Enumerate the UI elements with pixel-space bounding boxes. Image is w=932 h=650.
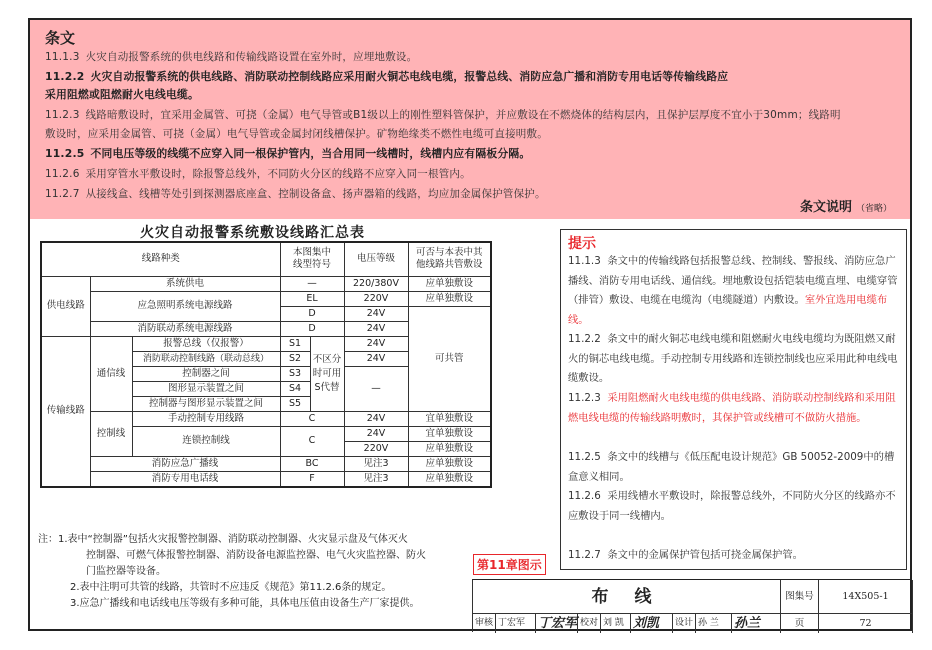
group-control: 控制线 [90,411,132,456]
hint-11-2-3: 11.2.3 采用阻燃耐火电线电缆的供电线路、消防联动控制线路和采用阻燃电线电缆的传输线路明敷时，其保护管或线槽可不做防火措施。 [568,392,896,424]
table-notes: 注：1.表中“控制器”包括火灾报警控制器、消防联动控制器、火灾显示盘及气体灭火 控制器、可燃气体报警控制器、消防设备电源监控器、电气火灾监控器、防火 门监控器等设备。 2.表中注明可共管的线路，共管时不应违反《规范》第11.2.6条的规定。 3.应急广播线和电话线电压等级有多种可能，具体电压值由设备生产厂家提供。 [38,534,426,609]
shared-can-share: 可共管 [408,306,491,411]
review-signature: 丁宏军 [538,616,578,631]
clauses-heading: 条文 [45,29,76,47]
check-name: 刘 凯 [601,614,631,633]
hint-title: 提示 [568,236,596,252]
header-voltage: 电压等级 [344,242,408,276]
title-block [472,579,912,632]
header-type: 线路种类 [41,242,280,276]
table-row: 消防联动系统电源线路 D 24V [41,321,491,336]
hint-box [560,229,907,570]
table-row: 应急照明系统电源线路 EL 220V 应单独敷设 [41,291,491,306]
table-row: 控制线 手动控制专用线路 C 24V 宜单独敷设 [41,411,491,426]
clause-11-2-5: 11.2.5 不同电压等级的线缆不应穿入同一根保护管内，当合用同一线槽时，线槽内应有隔板分隔。 [45,147,531,160]
table-row: 控制器与图形显示装置之间 S5 [41,396,491,411]
hint-11-1-3: 11.1.3 条文中的传输线路包括报警总线、控制线、警报线、消防应急广播线、消防专用电话线、通信线。埋地敷设包括铠装电缆直埋、电缆穿管（排管）敷设、电缆在电缆沟（电缆隧道）内敷设。室外宜选用电缆布线。 [568,255,898,326]
table-row: 图形显示装置之间 S4 [41,381,491,396]
page-label: 页 [781,614,819,633]
table-row: 传输线路 通信线 报警总线（仅报警） S1 不区分 时可用 S代替 24V [41,336,491,351]
group-transmission: 传输线路 [41,336,90,487]
table-header-row [41,242,491,276]
clause-explanation-link[interactable]: 条文说明 （省略） [799,200,892,215]
design-name: 孙 兰 [696,614,732,633]
group-power: 供电线路 [41,276,90,336]
check-signature: 刘凯 [631,614,673,633]
atlas-label: 图集号 [781,580,819,614]
table-row: 控制器之间 S3 — [41,366,491,381]
table-row: 供电线路 系统供电 — 220/380V 应单独敷设 [41,276,491,291]
drawing-frame [28,18,912,631]
hint-11-2-6: 11.2.6 采用线槽水平敷设时，除报警总线外，不同防火分区的线路亦不应敷设于同一线槽内。 [568,490,896,522]
drawing-title: 布 线 [473,580,781,614]
check-label: 校对 [578,614,601,633]
table-row: 消防联动控制线路（联动总线） S2 24V [41,351,491,366]
table-row: 连锁控制线 C 24V 宜单独敷设 [41,426,491,441]
header-shared: 可否与本表中其 他线路共管敷设 [408,242,491,276]
clauses-panel [30,20,910,219]
design-label: 设计 [673,614,696,633]
s-substitute-note: 不区分 时可用 S代替 [310,336,344,411]
table-row: D 24V 可共管 [41,306,491,321]
design-signature: 孙兰 [734,616,761,631]
clause-11-2-2-cont: 采用阻燃或阻燃耐火电线电缆。 [45,88,199,101]
clause-11-2-3: 11.2.3 线路暗敷设时，宜采用金属管、可挠（金属）电气导管或B1级以上的刚性塑料管保护，并应敷设在不燃烧体的结构层内，且保护层厚度不宜小于30mm；线路明 [45,109,841,121]
review-label: 审核 [473,614,496,633]
hint-11-2-5: 11.2.5 条文中的线槽与《低压配电设计规范》GB 50052-2009中的槽盒意义相同。 [568,451,895,483]
chapter-badge[interactable]: 第11章图示 [473,554,546,575]
table-row: 消防专用电话线 F 见注3 应单独敷设 [41,471,491,487]
clause-11-2-6: 11.2.6 采用穿管水平敷设时，除报警总线外，不同防火分区的线路不应穿入同一根管内。 [45,168,471,180]
table-row: 220V 应单独敷设 [41,441,491,456]
review-name: 丁宏军 [496,614,536,633]
header-symbol: 本图集中 线型符号 [280,242,344,276]
clause-11-1-3: 11.1.3 火灾自动报警系统的供电线路和传输线路设置在室外时，应埋地敷设。 [45,51,418,63]
page-number: 72 [819,614,913,633]
atlas-number: 14X505-1 [819,580,913,614]
clause-11-2-7: 11.2.7 从接线盒、线槽等处引到探测器底座盒、控制设备盒、扬声器箱的线路，均应加金属保护管保护。 [45,188,546,200]
hint-11-2-2: 11.2.2 条文中的耐火铜芯电线电缆和阻燃耐火电线电缆均为既阻燃又耐火的铜芯电线电缆。手动控制专用线路和连锁控制线也应采用此种电线电缆敷设。 [568,333,898,384]
wiring-summary-table [40,241,492,488]
clause-11-2-3-cont: 敷设时，应采用金属管、可挠（金属）电气导管或金属封闭线槽保护。矿物绝缘类不燃性电缆可直接明敷。 [45,128,548,140]
clause-11-2-2: 11.2.2 火灾自动报警系统的供电线路、消防联动控制线路应采用耐火铜芯电线电缆，报警总线、消防应急广播和消防专用电话等传输线路应 [45,70,729,83]
table-title: 火灾自动报警系统敷设线路汇总表 [140,225,365,241]
signature-row [473,614,781,633]
group-comm: 通信线 [90,336,132,411]
hint-11-2-7: 11.2.7 条文中的金属保护管包括可挠金属保护管。 [568,549,803,561]
table-row: 消防应急广播线 BC 见注3 应单独敷设 [41,456,491,471]
